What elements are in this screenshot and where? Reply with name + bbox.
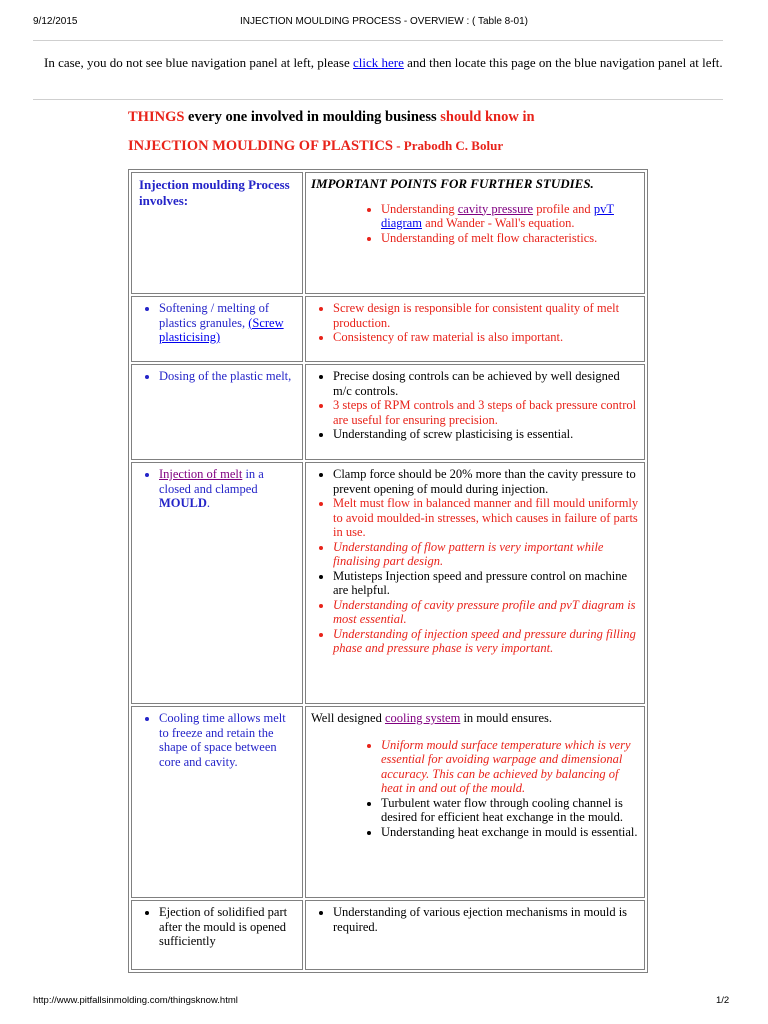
list-item: • Understanding of flow pattern is very important while finalising part design. (333, 540, 639, 569)
intro-text: In case, you do not see blue navigation panel at left, please (44, 55, 354, 70)
list-item: • Dosing of the plastic melt, (159, 369, 297, 384)
list-item: • Understanding of cavity pressure profile and pvT diagram is most essential. (333, 598, 639, 627)
row-label: Injection moulding Process involves: (139, 177, 290, 208)
table-row (131, 462, 645, 704)
process-table (128, 169, 648, 973)
cooling-system-link[interactable]: cooling system (384, 711, 461, 725)
page-number: 1/2 (716, 995, 730, 1006)
list-item: • Clamp force should be 20% more than the cavity pressure to prevent opening of mould during injection. (333, 467, 639, 496)
table-row (131, 364, 645, 460)
table-cell-left (131, 706, 303, 898)
list-item: • Uniform mould surface temperature which is very essential for avoiding warpage and dimensional accuracy. This can be achieved by balancing of heat in and out of the mould. (381, 738, 639, 796)
heading-author: - Prabodh C. Bolur (392, 138, 504, 153)
list-item: • Ejection of solidified part after the mould is opened sufficiently (159, 905, 297, 949)
table-cell-left (131, 462, 303, 704)
heading-things: THINGS (128, 109, 185, 125)
table-cell-left (131, 296, 303, 362)
heading-line-1 (128, 109, 535, 126)
intro-text-end: and then locate this page on the blue navigation panel at left. (403, 55, 723, 70)
table-row (131, 706, 645, 898)
cavity-pressure-link[interactable]: cavity pressure (457, 201, 534, 216)
list-item: • Understanding of various ejection mechanisms in mould is required. (333, 905, 639, 934)
list-item: • Cooling time allows melt to freeze and retain the shape of space between core and cavity. (159, 711, 297, 769)
list-item: • Mutisteps Injection speed and pressure control on machine are helpful. (333, 569, 639, 598)
list-item: • Softening / melting of plastics granules, (Screw plasticising) (159, 301, 297, 345)
table-cell-right (305, 172, 645, 294)
list-item: • Screw design is responsible for consistent quality of melt production. (333, 301, 639, 330)
list-item: • Understanding heat exchange in mould is essential. (381, 825, 639, 840)
print-header (0, 16, 768, 30)
table-cell-left (131, 364, 303, 460)
table-cell-left (131, 900, 303, 970)
list-item: • Understanding of injection speed and pressure during filling phase and pressure phase is very important. (333, 627, 639, 656)
intro-note (44, 55, 728, 70)
list-item: • Melt must flow in balanced manner and fill mould uniformly to avoid moulded-in stresses, which causes in failure of parts in use. (333, 496, 639, 540)
table-cell-right (305, 364, 645, 460)
print-title: INJECTION MOULDING PROCESS - OVERVIEW : ( Table 8-01) (239, 16, 529, 27)
table-cell-right (305, 462, 645, 704)
table-cell-right (305, 900, 645, 970)
list-item: • Injection of melt in a closed and clamped MOULD. (159, 467, 297, 511)
important-points-title: IMPORTANT POINTS FOR FURTHER STUDIES. (311, 176, 594, 191)
list-item: • Understanding cavity pressure profile and pvT diagram and Wander - Wall's equation. (381, 202, 639, 231)
table-row (131, 296, 645, 362)
list-item: • Turbulent water flow through cooling channel is desired for efficient heat exchange in the mould. (381, 796, 639, 825)
list-item: • Understanding of melt flow characteristics. (381, 231, 639, 246)
cooling-intro: Well designed cooling system in mould ensures. (311, 711, 552, 725)
list-item: • Understanding of screw plasticising is essential. (333, 427, 639, 442)
footer-url: http://www.pitfallsinmolding.com/thingsknow.html (33, 995, 238, 1006)
screw-plasticising-link[interactable]: (Screw plasticising) (159, 315, 284, 344)
table-row (131, 900, 645, 970)
list-item: • 3 steps of RPM controls and 3 steps of back pressure control are useful for ensuring precision. (333, 398, 639, 427)
table-cell-right (305, 706, 645, 898)
list-item: • Consistency of raw material is also important. (333, 330, 639, 345)
heading-title: INJECTION MOULDING OF PLASTICS (128, 138, 393, 154)
table-row (131, 172, 645, 294)
heading-should-know: should know in (440, 109, 535, 125)
click-here-link[interactable]: click here (353, 55, 404, 70)
table-cell-left (131, 172, 303, 294)
divider (33, 99, 723, 100)
list-item: • Precise dosing controls can be achieved by well designed m/c controls. (333, 369, 639, 398)
pvt-diagram-link[interactable]: pvT diagram (381, 201, 614, 230)
heading-middle: every one involved in moulding business (184, 109, 441, 125)
print-date: 9/12/2015 (33, 16, 78, 27)
divider (33, 40, 723, 41)
injection-of-melt-link[interactable]: Injection of melt (159, 467, 243, 481)
table-cell-right (305, 296, 645, 362)
heading-line-2 (128, 138, 503, 155)
